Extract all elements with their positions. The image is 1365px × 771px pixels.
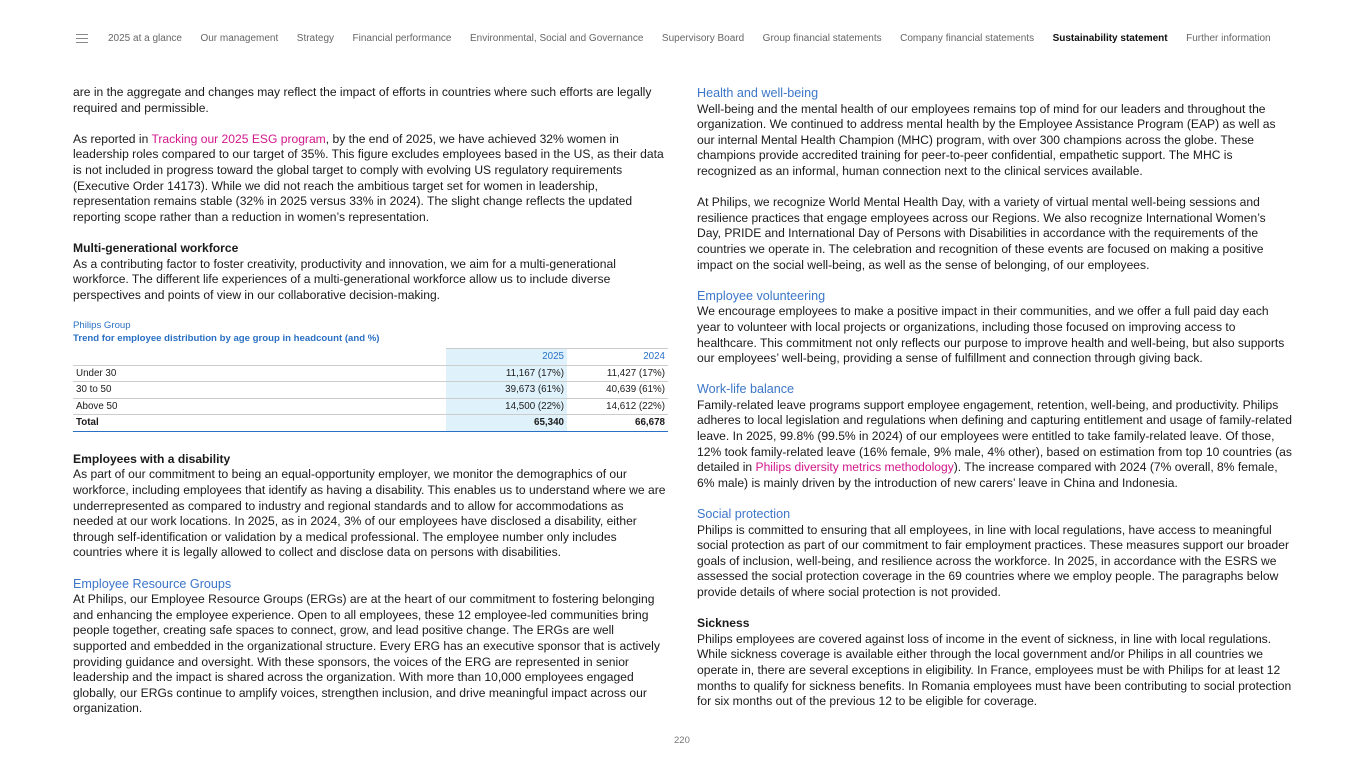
table-row	[73, 382, 668, 399]
table-row	[73, 398, 668, 415]
value-cell: 14,500 (22%)	[446, 398, 567, 415]
text: As reported in	[73, 131, 152, 146]
nav-item-esg[interactable]: Environmental, Social and Governance	[469, 32, 644, 44]
header-cell	[73, 348, 446, 365]
paragraph: are in the aggregate and changes may reflect the impact of efforts in countries where such efforts are legally required and permissible.	[73, 85, 652, 115]
row-label: 30 to 50	[73, 382, 446, 399]
age-distribution-table	[73, 348, 668, 432]
subsection-heading: Employee volunteering	[697, 288, 826, 303]
page-number: 220	[674, 735, 690, 746]
value-cell: 14,612 (22%)	[567, 398, 668, 415]
paragraph	[697, 398, 1293, 492]
nav-item-supervisory-board[interactable]: Supervisory Board	[661, 32, 745, 44]
value-cell: 66,678	[567, 415, 668, 432]
row-label: Total	[73, 415, 446, 432]
nav-item-group-financial-statements[interactable]: Group financial statements	[762, 32, 882, 44]
table-total-row	[73, 415, 668, 432]
text: ). The increase compared with 2024 (7% overall, 8% female, 6% male) is mainly driven by the introduction of new carers’ leave in China and Indonesia.	[697, 460, 1278, 490]
diversity-methodology-link[interactable]: Philips diversity metrics methodology	[755, 460, 954, 475]
text: Family-related leave programs support employee engagement, retention, well-being, and productivity. Philips adheres to local legislation and regulations when defining and capturing entitlement and usage of family-related leave. In 2025, 99.8% (99.5% in 2024) of our employees were entitled to take family-related leave. Of those, 12% took family-related leave (16% female, 9% male, 4% other), based on estimation from top 10 countries (as detailed in	[697, 397, 1292, 475]
subsection-heading: Work-life balance	[697, 382, 795, 397]
header-cell: 2024	[567, 348, 668, 365]
paragraph: At Philips, we recognize World Mental Health Day, with a variety of virtual mental well-being sessions and resilience practices that engage employees across our Regions. We also recognize International Women’s Day, PRIDE and International Day of Persons with Disabilities in accordance with the requirements of the countries we operate in. The celebration and recognition of these events are focused on making a positive impact on the social well-being, as well as the sense of belonging, of our employees.	[697, 195, 1266, 272]
paragraph: Well-being and the mental health of our employees remains top of mind for our leaders and throughout the organization. We continued to address mental health by the Employee Assistance Program (EAP) as well as our internal Mental Health Champion (MHC) program, with over 300 champions across the globe. These champions provide accredited training for peer-to-peer confidential, empathetic support. The MHC is recognized as an informal, human connection next to the clinical services available.	[697, 101, 1276, 178]
row-label: Above 50	[73, 398, 446, 415]
paragraph: As part of our commitment to being an equal-opportunity employer, we monitor the demographics of our workforce, including employees that identify as having a disability. This enables us to understand where we are underrepresented as compared to industry and regional standards and to allow for accommodations as needed at our work locations. In 2025, as in 2024, 3% of our employees have disclosed a disability, either through self-identification or validation by a medical professional. The employee number only includes countries where it is legally allowed to collect and disclose data on persons with disabilities.	[73, 467, 666, 560]
value-cell: 65,340	[446, 415, 567, 432]
nav-item-further-information[interactable]: Further information	[1186, 32, 1271, 44]
paragraph	[73, 132, 667, 226]
hamburger-menu-icon[interactable]	[76, 34, 88, 43]
left-column	[73, 85, 667, 733]
nav-item-strategy[interactable]: Strategy	[296, 32, 335, 44]
section-heading: Sickness	[697, 616, 750, 631]
value-cell: 11,427 (17%)	[567, 365, 668, 382]
nav-item-company-financial-statements[interactable]: Company financial statements	[900, 32, 1035, 44]
paragraph: Philips is committed to ensuring that all employees, in line with local regulations, have access to meaningful social protection as part of our commitment to fair employment practices. These measures support our broader goals of inclusion, well-being, and resilience across the workforce. In 2025, in accordance with the ESRS we assessed the social protection coverage in the 69 countries where we employ people. The paragraphs below provide details of where social protection is not provided.	[697, 522, 1289, 599]
paragraph: At Philips, our Employee Resource Groups (ERGs) are at the heart of our commitment to fostering belonging and enhancing the employee experience. Open to all employees, these 12 employee-led communities bring people together, creating safe spaces to connect, grow, and lead positive change. The ERGs are well supported and embedded in the organizational structure. Every ERG has an executive sponsor that is actively providing guidance and oversight. With these sponsors, the voices of the ERG are represented in senior leadership and the impact is shared across the organization. With more than 10,000 employees engaged globally, our ERGs continue to amplify voices, strengthen inclusion, and drive meaningful impact across our organization.	[73, 592, 660, 716]
value-cell: 11,167 (17%)	[446, 365, 567, 382]
right-column	[697, 86, 1293, 725]
table-caption	[73, 319, 667, 345]
text: , by the end of 2025, we have achieved 32% women in leadership roles compared to our target of 35%. This figure excludes employees based in the US, as their data is not included in progress toward the global target to comply with evolving US regulatory requirements (Executive Order 14173). While we did not reach the ambitious target set for women in leadership, representation remains stable (32% in 2025 versus 33% in 2024). The slight change reflects the updated reporting scope rather than a reduction in women’s representation.	[73, 131, 664, 224]
subsection-heading: Employee Resource Groups	[73, 576, 232, 591]
esg-program-link[interactable]: Tracking our 2025 ESG program	[151, 131, 326, 146]
table-row	[73, 365, 668, 382]
paragraph: Philips employees are covered against loss of income in the event of sickness, in line with local regulations. While sickness coverage is available either through the local government and/or Philips in all countries we operate in, there are several exceptions in eligibility. In France, employees must be with Philips for at least 12 months to qualify for sickness benefits. In Romania employees must have been contributing to social protection for six months out of the previous 12 to be eligible for coverage.	[697, 631, 1292, 709]
subsection-heading: Health and well-being	[697, 86, 819, 100]
section-heading: Multi-generational workforce	[73, 240, 239, 255]
table-group: Philips Group	[73, 319, 131, 331]
nav-item-our-management[interactable]: Our management	[200, 32, 279, 44]
nav-item-sustainability-statement[interactable]: Sustainability statement	[1052, 32, 1168, 44]
nav-item-at-a-glance[interactable]: 2025 at a glance	[108, 32, 182, 44]
subsection-heading: Social protection	[697, 507, 791, 522]
section-heading: Employees with a disability	[73, 451, 231, 466]
table-header-row	[73, 348, 668, 365]
header-cell: 2025	[446, 348, 567, 365]
paragraph: As a contributing factor to foster creativity, productivity and innovation, we aim for a multi-generational workforce. The different life experiences of a multi-generational workforce allow us to include diverse perspectives and points of view in our collaborative decision-making.	[73, 256, 616, 302]
nav-item-financial-performance[interactable]: Financial performance	[352, 32, 452, 44]
value-cell: 39,673 (61%)	[446, 382, 567, 399]
table-title: Trend for employee distribution by age group in headcount (and %)	[73, 332, 380, 344]
paragraph: We encourage employees to make a positive impact in their communities, and we offer a full paid day each year to volunteer with local projects or organizations, including those focused on improving access to healthcare. This commitment not only reflects our purpose to improve health and well-being, but also supports our employees’ well-being, providing a sense of fulfillment and connection through giving back.	[697, 304, 1285, 366]
value-cell: 40,639 (61%)	[567, 382, 668, 399]
top-navigation	[76, 30, 1365, 46]
row-label: Under 30	[73, 365, 446, 382]
